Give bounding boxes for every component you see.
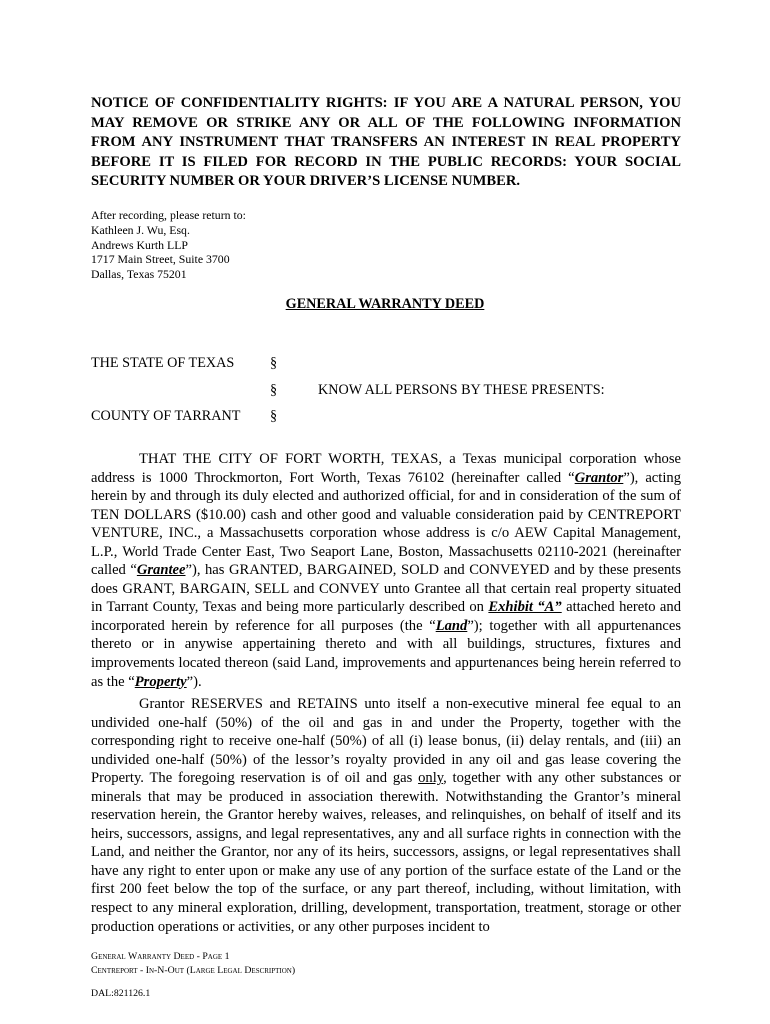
know-all-persons: KNOW ALL PERSONS BY THESE PRESENTS: — [318, 382, 605, 398]
mineral-reservation-paragraph: Grantor RESERVES and RETAINS unto itself a non-executive mineral fee equal to an undivided one-half (50%) of the oil and gas in and under the Property, together with the corresponding right to receive one-half (50%) of all (i) lease bonus, (ii) delay rentals, and (iii) an undivided one-half (50%) of the lessor’s royalty provided in any oil and gas lease covering the Property. The foregoing reservation is of oil and gas only, together with any other substances or minerals that may be produced in association therewith. Notwithstanding the Grantor’s mineral reservation herein, the Grantor hereby waives, releases, and relinquishes, on behalf of itself and its heirs, successors, assigns, and legal representatives, any and all surface rights in connection with the Land, and neither the Grantor, nor any of its heirs, successors, assigns, or legal representatives shall have any right to enter upon or make any use of any portion of the surface estate of the Land or the first 200 feet below the top of the surface, or any part thereof, including, without limitation, with respect to any mineral exploration, drilling, development, transportation, treatment, storage or other production operations or activities, or any other purposes incident to — [91, 696, 682, 935]
section-symbol: § — [270, 408, 278, 424]
county-caption: COUNTY OF TARRANT — [91, 408, 241, 424]
footer-title: General Warranty Deed - Page 1 — [91, 951, 230, 962]
land-term: Land — [435, 617, 468, 634]
grantor-term: Grantor — [574, 469, 624, 486]
conveyance-paragraph: THAT THE CITY OF FORT WORTH, TEXAS, a Texas municipal corporation whose address is 1000 Throckmorton, Fort Worth, Texas 76102 (hereinafter called “Grantor”), acting herein by and through its duly elected and authorized official, for and in consideration of the sum of TEN DOLLARS ($10.00) cash and other good and valuable consideration paid by CENTREPORT VENTURE, INC., a Massachusetts corporation whose address is c/o AEW Capital Management, L.P., World Trade Center East, Two Seaport Lane, Boston, Massachusetts 02110-2021 (hereinafter called “Grantee”), has GRANTED, BARGAINED, SOLD and CONVEYED and by these presents does GRANT, BARGAIN, SELL and CONVEY unto Grantee all that certain real property situated in Tarrant County, Texas and being more particularly described on Exhibit “A” attached hereto and incorporated herein by reference for all purposes (the “Land”); together with all appurtenances thereto or in anywise appertaining thereto and with all buildings, structures, fixtures and improvements located thereon (said Land, improvements and appurtenances being herein referred to as the “Property”). — [91, 451, 682, 690]
document-id: DAL:821126.1 — [91, 988, 151, 999]
return-line: Andrews Kurth LLP — [91, 237, 188, 252]
section-symbol: § — [270, 355, 278, 371]
return-line: Kathleen J. Wu, Esq. — [91, 222, 190, 237]
return-line: After recording, please return to: — [91, 208, 246, 222]
only-emphasis: only — [418, 770, 444, 787]
return-line: 1717 Main Street, Suite 3700 — [91, 252, 230, 267]
document-title: GENERAL WARRANTY DEED — [285, 296, 485, 312]
footer-subtitle: Centreport - In-N-Out (Large Legal Description) — [91, 965, 296, 976]
return-address-block — [91, 208, 246, 282]
section-symbol: § — [270, 382, 278, 398]
return-line: Dallas, Texas 75201 — [91, 267, 187, 282]
state-caption: THE STATE OF TEXAS — [91, 355, 235, 371]
exhibit-reference: Exhibit “A” — [488, 599, 562, 616]
confidentiality-notice: NOTICE OF CONFIDENTIALITY RIGHTS: IF YOU ARE A NATURAL PERSON, YOU MAY REMOVE OR STRIKE ANY OR ALL OF THE FOLLOWING INFORMATION FROM ANY INSTRUMENT THAT TRANSFERS AN INTEREST IN REAL PROPERTY BEFORE IT IS FILED FOR RECORD IN THE PUBLIC RECORDS: YOUR SOCIAL SECURITY NUMBER OR YOUR DRIVER’S LICENSE NUMBER. — [91, 95, 681, 190]
grantee-term: Grantee — [136, 562, 186, 579]
property-term: Property — [134, 673, 187, 690]
